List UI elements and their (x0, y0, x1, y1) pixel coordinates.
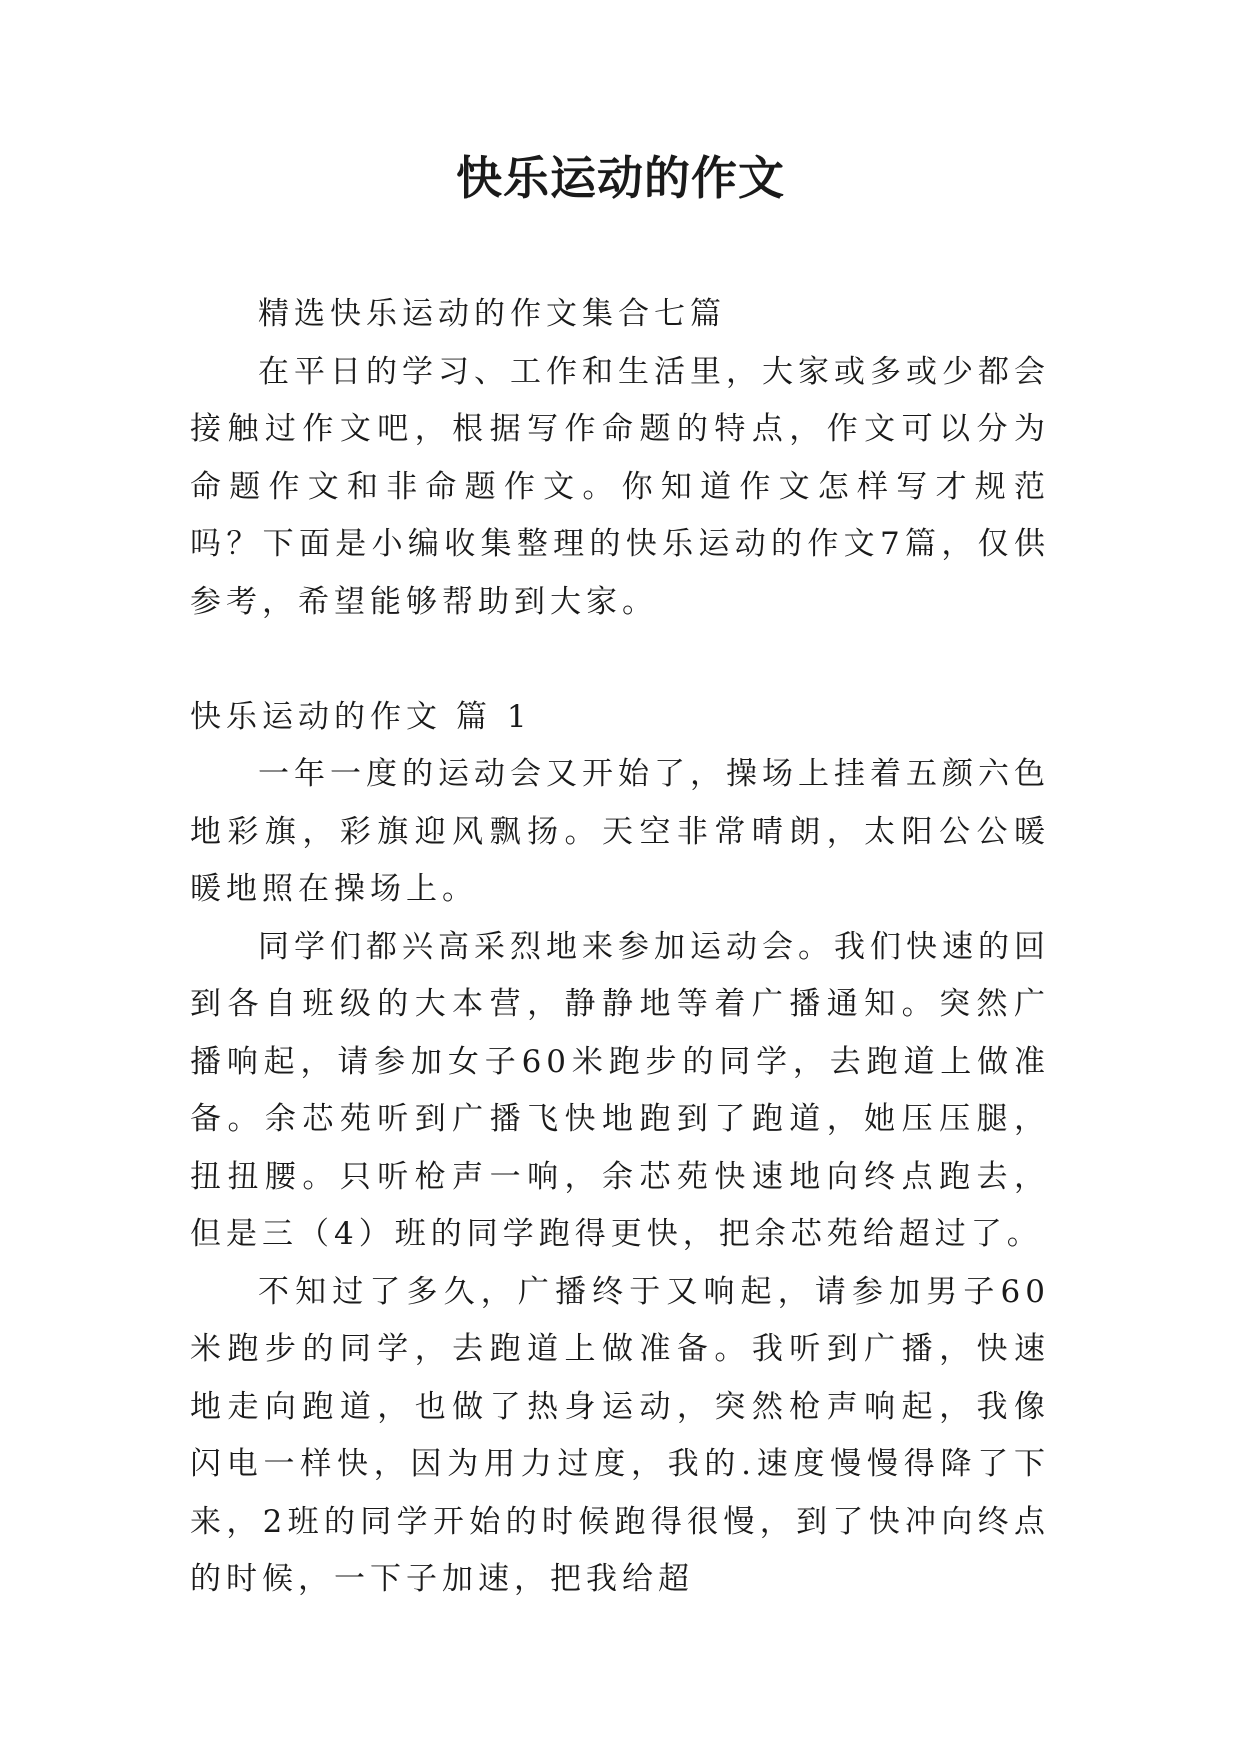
section-spacer (190, 631, 1050, 689)
body-paragraph: 不知过了多久，广播终于又响起，请参加男子60米跑步的同学，去跑道上做准备。我听到广播，快速地走向跑道，也做了热身运动，突然枪声响起，我像闪电一样快，因为用力过度，我的.速度慢慢得降了下来，2班的同学开始的时候跑得很慢，到了快冲向终点的时候，一下子加速，把我给超 (190, 1273, 1050, 1597)
document-body (190, 286, 1050, 1609)
document-subtitle: 精选快乐运动的作文集合七篇 (258, 296, 726, 332)
section-heading-title: 快乐运动的作文 (190, 698, 442, 735)
section-heading-number: 篇 1 (456, 698, 532, 735)
document-title: 快乐运动的作文 (456, 151, 785, 205)
section-heading (190, 689, 1050, 747)
body-paragraph: 同学们都兴高采烈地来参加运动会。我们快速的回到各自班级的大本营，静静地等着广播通知。突然广播响起，请参加女子60米跑步的同学，去跑道上做准备。余芯苑听到广播飞快地跑到了跑道，她压压腿，扭扭腰。只听枪声一响，余芯苑快速地向终点跑去，但是三（4）班的同学跑得更快，把余芯苑给超过了。 (190, 928, 1050, 1252)
body-paragraph: 一年一度的运动会又开始了，操场上挂着五颜六色地彩旗，彩旗迎风飘扬。天空非常晴朗，太阳公公暖暖地照在操场上。 (190, 756, 1050, 907)
intro-paragraph: 在平日的学习、工作和生活里，大家或多或少都会接触过作文吧，根据写作命题的特点，作文可以分为命题作文和非命题作文。你知道作文怎样写才规范吗？下面是小编收集整理的快乐运动的作文7篇，仅供参考，希望能够帮助到大家。 (190, 353, 1050, 620)
